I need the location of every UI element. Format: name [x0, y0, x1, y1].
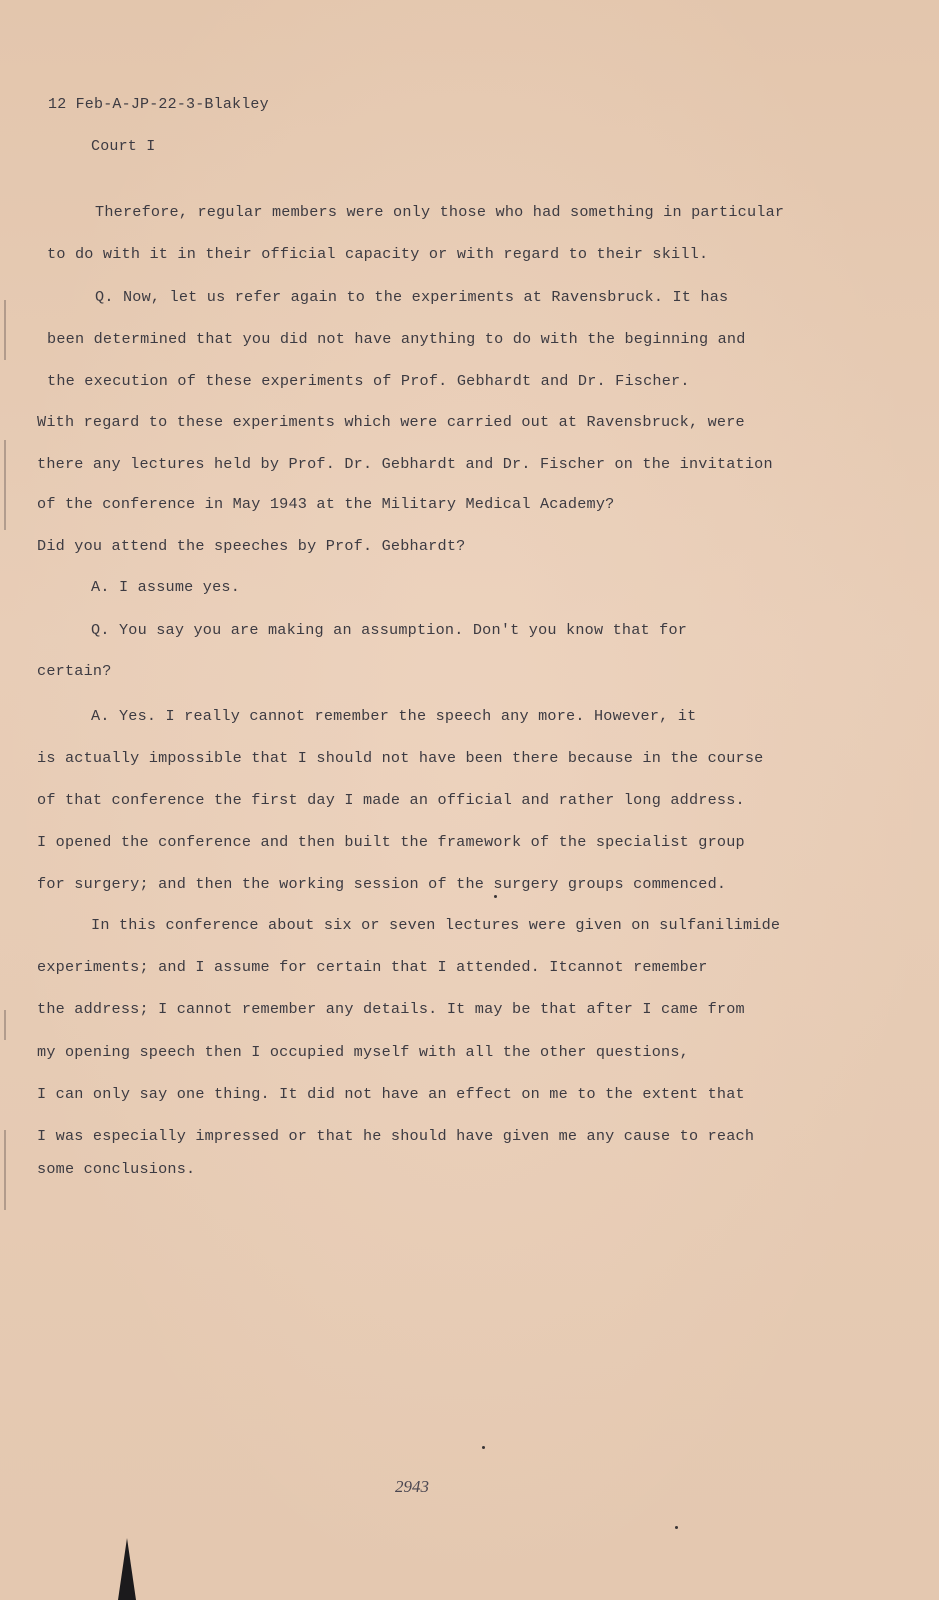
text-line: is actually impossible that I should not have been there because in the course: [37, 749, 764, 767]
text-line: certain?: [37, 662, 112, 680]
text-line: Q. Now, let us refer again to the experiments at Ravensbruck. It has: [95, 288, 729, 306]
text-line: I can only say one thing. It did not have an effect on me to the extent that: [37, 1085, 745, 1103]
margin-mark: [4, 300, 6, 360]
text-line: to do with it in their official capacity or with regard to their skill.: [47, 245, 709, 263]
text-line: some conclusions.: [37, 1160, 196, 1178]
ink-speck: [675, 1526, 678, 1529]
text-line: there any lectures held by Prof. Dr. Gebhardt and Dr. Fischer on the invitation: [37, 455, 773, 473]
text-line: for surgery; and then the working session of the surgery groups commenced.: [37, 875, 727, 893]
text-line: I was especially impressed or that he should have given me any cause to reach: [37, 1127, 755, 1145]
text-line: the execution of these experiments of Prof. Gebhardt and Dr. Fischer.: [47, 372, 690, 390]
text-line: Q. You say you are making an assumption. Don't you know that for: [91, 621, 688, 639]
text-line: the address; I cannot remember any details. It may be that after I came from: [37, 1000, 745, 1018]
text-line: experiments; and I assume for certain that I attended. Itcannot remember: [37, 958, 708, 976]
text-line: With regard to these experiments which were carried out at Ravensbruck, were: [37, 413, 745, 431]
text-line: been determined that you did not have anything to do with the beginning and: [47, 330, 746, 348]
text-line: Therefore, regular members were only those who had something in particular: [95, 203, 785, 221]
text-line: I opened the conference and then built the framework of the specialist group: [37, 833, 745, 851]
ink-speck: [482, 1446, 485, 1449]
text-line: A. Yes. I really cannot remember the speech any more. However, it: [91, 707, 697, 725]
text-line: of the conference in May 1943 at the Military Medical Academy?: [37, 495, 615, 513]
court-label: Court I: [91, 138, 156, 155]
margin-mark: [4, 1130, 6, 1210]
margin-mark: [4, 1010, 6, 1040]
page-number: 2943: [395, 1477, 429, 1496]
text-line: A. I assume yes.: [91, 578, 241, 596]
margin-mark: [4, 440, 6, 530]
document-reference: 12 Feb-A-JP-22-3-Blakley: [48, 96, 269, 113]
text-line: my opening speech then I occupied myself with all the other questions,: [37, 1043, 689, 1061]
text-line: of that conference the first day I made an official and rather long address.: [37, 791, 745, 809]
text-line: In this conference about six or seven lectures were given on sulfanilimide: [91, 916, 781, 934]
ink-speck: [494, 895, 497, 898]
text-line: Did you attend the speeches by Prof. Gebhardt?: [37, 537, 466, 555]
binder-tab-mark: [118, 1538, 136, 1600]
